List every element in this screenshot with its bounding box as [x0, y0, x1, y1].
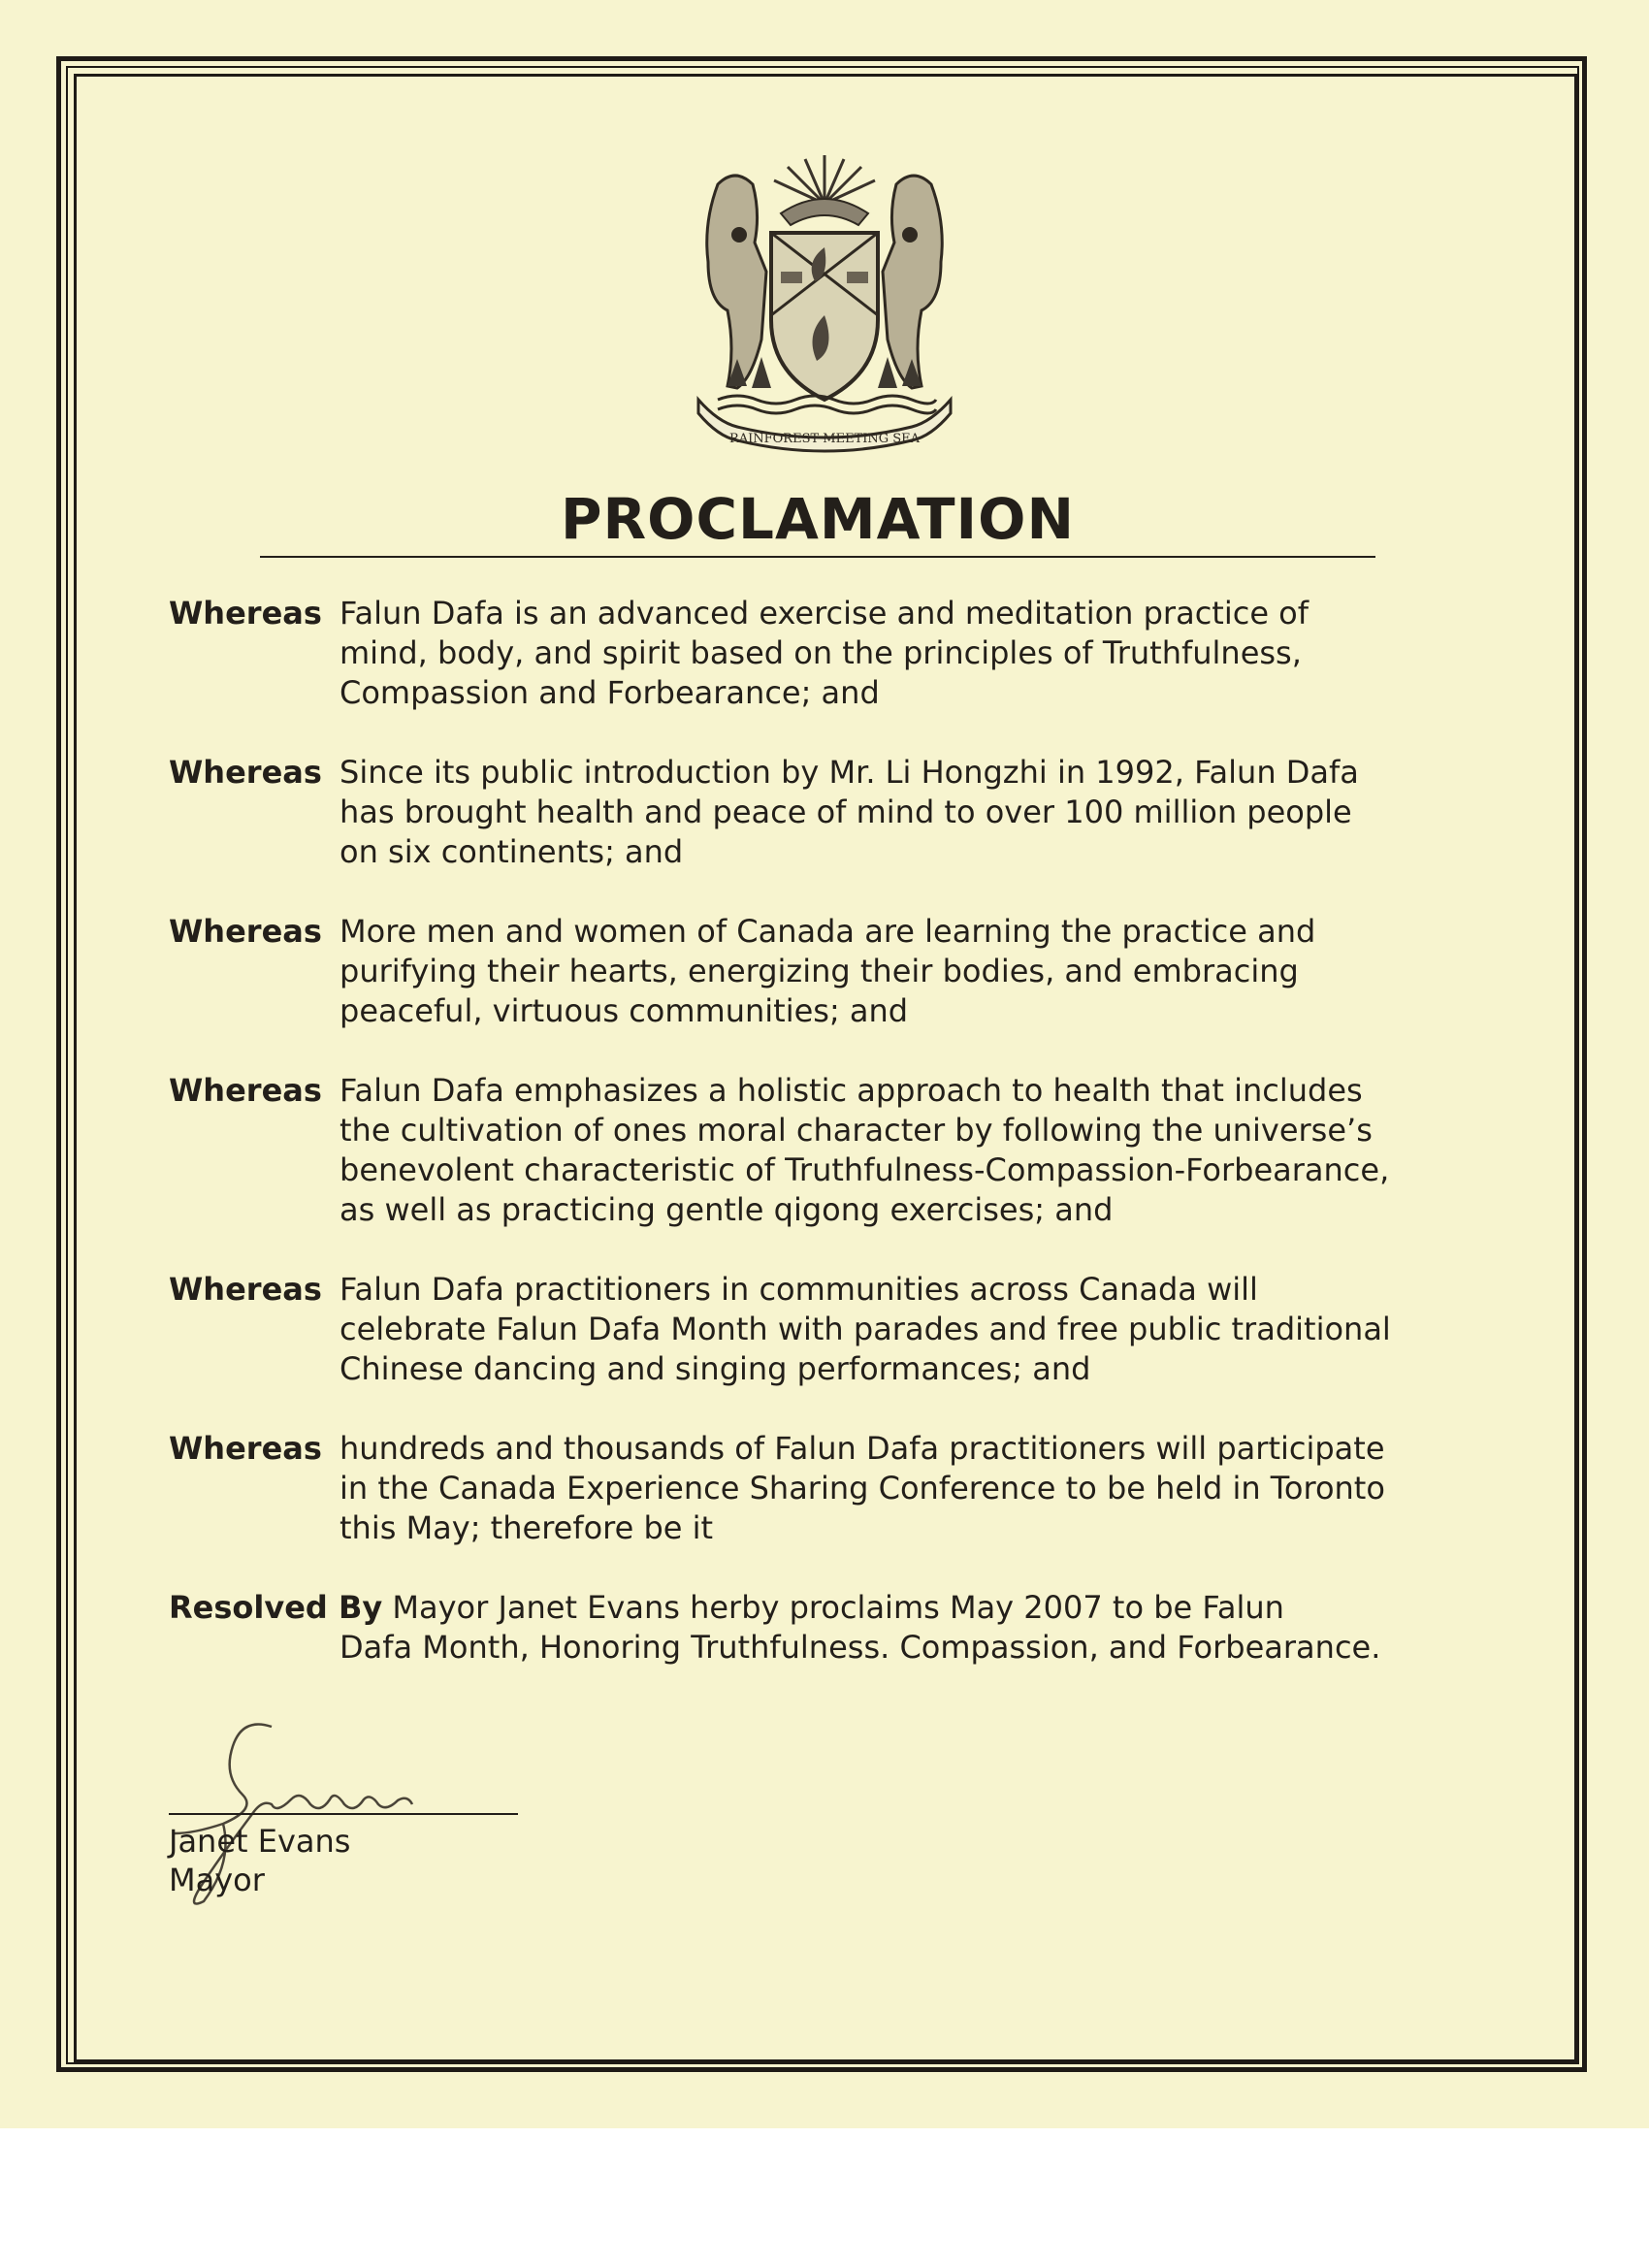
signatory-title: Mayor [169, 1862, 265, 1898]
clause-item [169, 912, 1391, 1031]
resolution-clause [169, 1588, 1391, 1668]
page-title: PROCLAMATION [561, 486, 1075, 552]
clause-text: More men and women of Canada are learning the practice and purifying their hearts, energizing their bodies, and embracing peaceful, virtuous communities; and [340, 913, 1316, 1029]
clause-keyword: Whereas [169, 1271, 322, 1308]
clause-item [169, 753, 1391, 872]
crest-motto: RAINFOREST MEETING SEA [728, 432, 921, 446]
clause-item [169, 594, 1391, 713]
clause-keyword: Whereas [169, 754, 322, 791]
clause-item [169, 1071, 1391, 1230]
scan-margin [0, 2128, 1649, 2268]
clause-keyword: Whereas [169, 1072, 322, 1109]
signature-line [169, 1813, 518, 1815]
title-underline [260, 556, 1375, 558]
clause-text: Falun Dafa is an advanced exercise and meditation practice of mind, body, and spirit based on the principles of Truthfulness, Compassion and Forbearance; and [340, 595, 1310, 711]
resolution-keyword: Resolved By [169, 1589, 383, 1626]
clause-list [169, 594, 1391, 1668]
signatory-name: Janet Evans [169, 1823, 351, 1860]
clause-item [169, 1429, 1391, 1548]
clause-text: Falun Dafa practitioners in communities across Canada will celebrate Falun Dafa Month with parades and free public traditional Chinese dancing and singing performances; and [340, 1271, 1391, 1387]
clause-item [169, 1270, 1391, 1389]
clause-keyword: Whereas [169, 595, 322, 632]
clause-text: Falun Dafa emphasizes a holistic approach to health that includes the cultivation of ones moral character by following the universe’s benevolent characteristic of Truthfulness-Compassion-Forbearance, as well as practicing gentle qigong exercises; and [340, 1072, 1390, 1228]
crest-sun-rays [774, 155, 875, 204]
resolution-text-rest: Dafa Month, Honoring Truthfulness. Compassion, and Forbearance. [340, 1629, 1381, 1666]
clause-keyword: Whereas [169, 913, 322, 950]
clause-text: Since its public introduction by Mr. Li Hongzhi in 1992, Falun Dafa has brought health and peace of mind to over 100 million people on six continents; and [340, 754, 1359, 870]
clause-keyword: Whereas [169, 1430, 322, 1467]
clause-text: hundreds and thousands of Falun Dafa practitioners will participate in the Canada Experience Sharing Conference to be held in Toronto this May; therefore be it [340, 1430, 1385, 1546]
coat-of-arms-crest [660, 146, 989, 456]
resolution-text-line1: Mayor Janet Evans herby proclaims May 2007 to be Falun [392, 1589, 1284, 1626]
